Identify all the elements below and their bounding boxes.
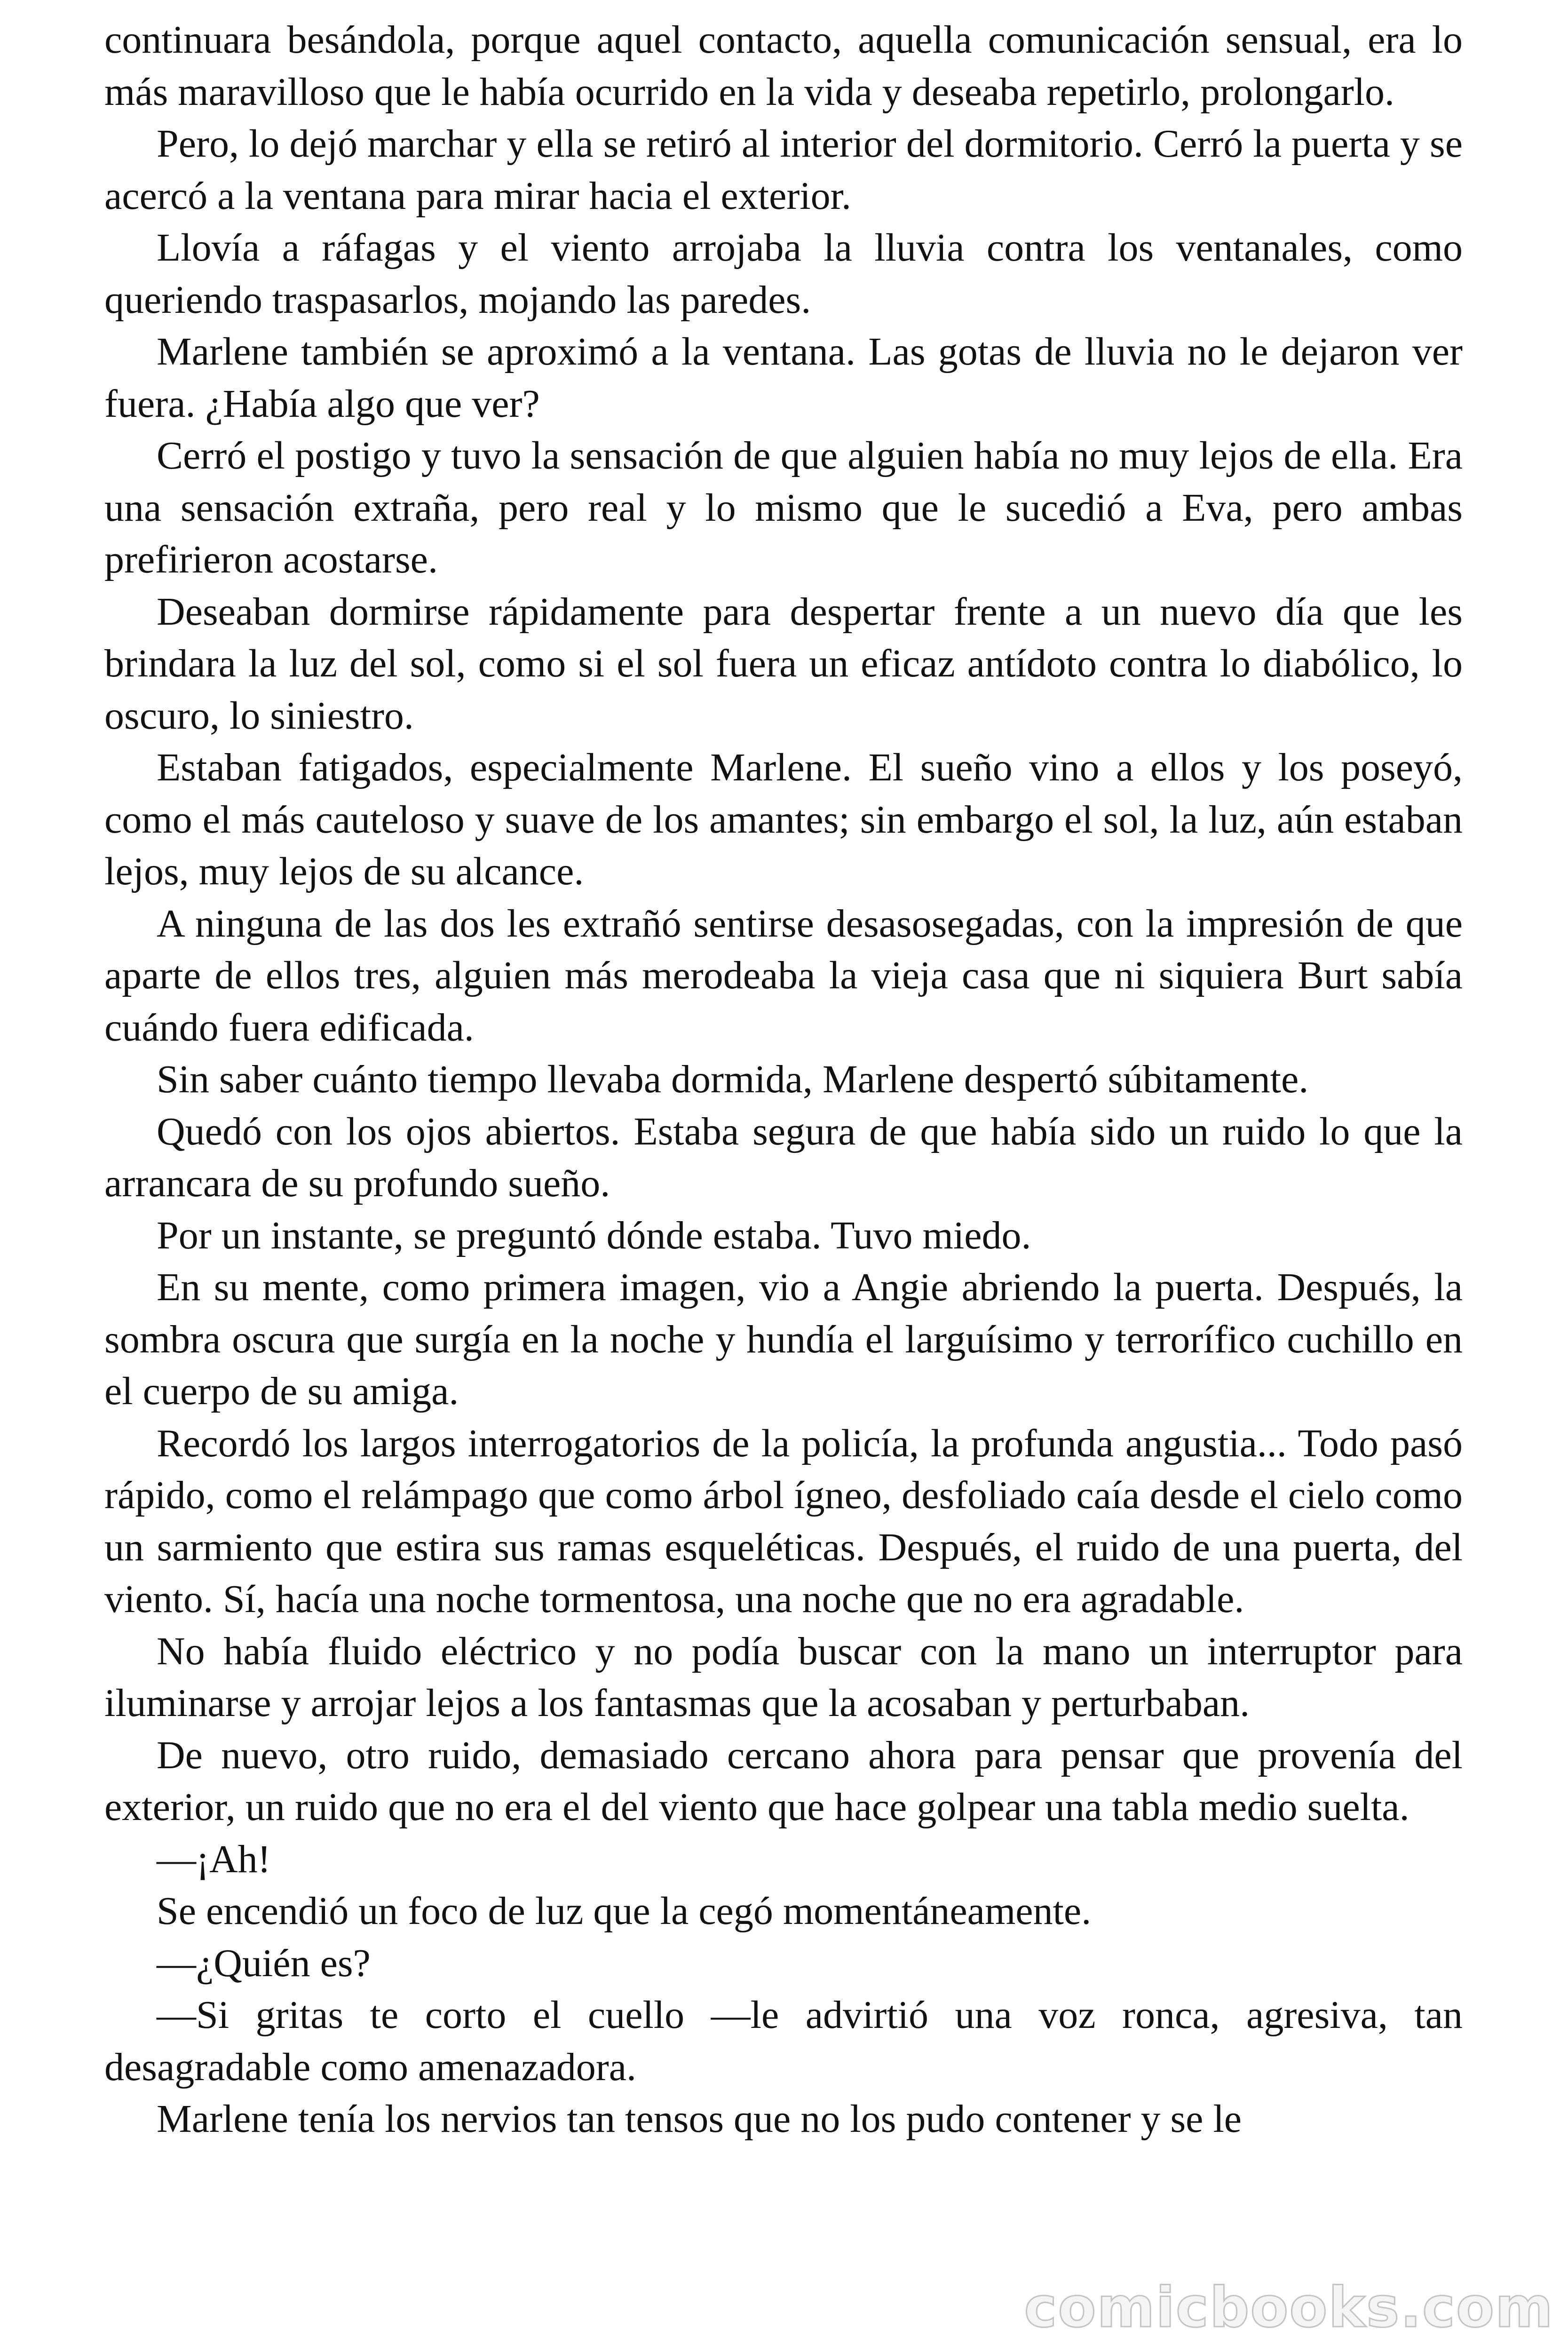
paragraph: En su mente, como primera imagen, vio a Angie abriendo la puerta. Después, la sombra oscura que surgía en la noche y hundía el larguísimo y terrorífico cuchillo en el cuerpo de su amiga. (104, 1265, 1463, 1413)
paragraph: Estaban fatigados, especialmente Marlene. El sueño vino a ellos y los poseyó, como el más cauteloso y suave de los amantes; sin embargo el sol, la luz, aún estaban lejos, muy lejos de su alcance. (104, 746, 1463, 893)
watermark: comicbooks.com (1024, 2275, 1554, 2340)
paragraph: Quedó con los ojos abiertos. Estaba segura de que había sido un ruido lo que la arrancara de su profundo sueño. (104, 1109, 1463, 1205)
paragraph: De nuevo, otro ruido, demasiado cercano ahora para pensar que provenía del exterior, un ruido que no era el del viento que hace golpear una tabla medio suelta. (104, 1733, 1463, 1829)
paragraph: Sin saber cuánto tiempo llevaba dormida, Marlene despertó súbitamente. (157, 1057, 1309, 1101)
paragraph: Deseaban dormirse rápidamente para despertar frente a un nuevo día que les brindara la luz del sol, como si el sol fuera un eficaz antídoto contra lo diabólico, lo oscuro, lo siniestro. (104, 589, 1463, 738)
paragraph: Por un instante, se preguntó dónde estaba. Tuvo miedo. (157, 1213, 1031, 1257)
paragraph: Llovía a ráfagas y el viento arrojaba la lluvia contra los ventanales, como queriendo traspasarlos, mojando las paredes. (104, 226, 1463, 322)
paragraph: continuara besándola, porque aquel contacto, aquella comunicación sensual, era lo más maravilloso que le había ocurrido en la vida y deseaba repetirlo, prolongarlo. (104, 18, 1463, 114)
dialogue-line: —¡Ah! (157, 1837, 271, 1881)
dialogue-line: —Si gritas te corto el cuello —le advirtió una voz ronca, agresiva, tan desagradable como amenazadora. (104, 1993, 1463, 2089)
paragraph: Marlene tenía los nervios tan tensos que no los pudo contener y se le (157, 2097, 1242, 2141)
paragraph: A ninguna de las dos les extrañó sentirse desasosegadas, con la impresión de que aparte de ellos tres, alguien más merodeaba la vieja casa que ni siquiera Burt sabía cuándo fuera edificada. (104, 901, 1463, 1049)
paragraph: Cerró el postigo y tuvo la sensación de que alguien había no muy lejos de ella. Era una sensación extraña, pero real y lo mismo que le sucedió a Eva, pero ambas prefirieron acostarse. (104, 434, 1463, 581)
body-text (104, 14, 1463, 2145)
dialogue-line: —¿Quién es? (157, 1941, 371, 1985)
paragraph: Recordó los largos interrogatorios de la policía, la profunda angustia... Todo pasó rápido, como el relámpago que como árbol ígneo, desfoliado caía desde el cielo como un sarmiento que estira sus ramas esqueléticas. Después, el ruido de una puerta, del viento. Sí, hacía una noche tormentosa, una noche que no era agradable. (104, 1421, 1463, 1621)
paragraph: Marlene también se aproximó a la ventana. Las gotas de lluvia no le dejaron ver fuera. ¿Había algo que ver? (104, 330, 1463, 426)
paragraph: No había fluido eléctrico y no podía buscar con la mano un interruptor para iluminarse y arrojar lejos a los fantasmas que la acosaban y perturbaban. (104, 1629, 1463, 1725)
paragraph: Se encendió un foco de luz que la cegó momentáneamente. (157, 1889, 1092, 1933)
paragraph: Pero, lo dejó marchar y ella se retiró al interior del dormitorio. Cerró la puerta y se acercó a la ventana para mirar hacia el exterior. (104, 122, 1463, 218)
